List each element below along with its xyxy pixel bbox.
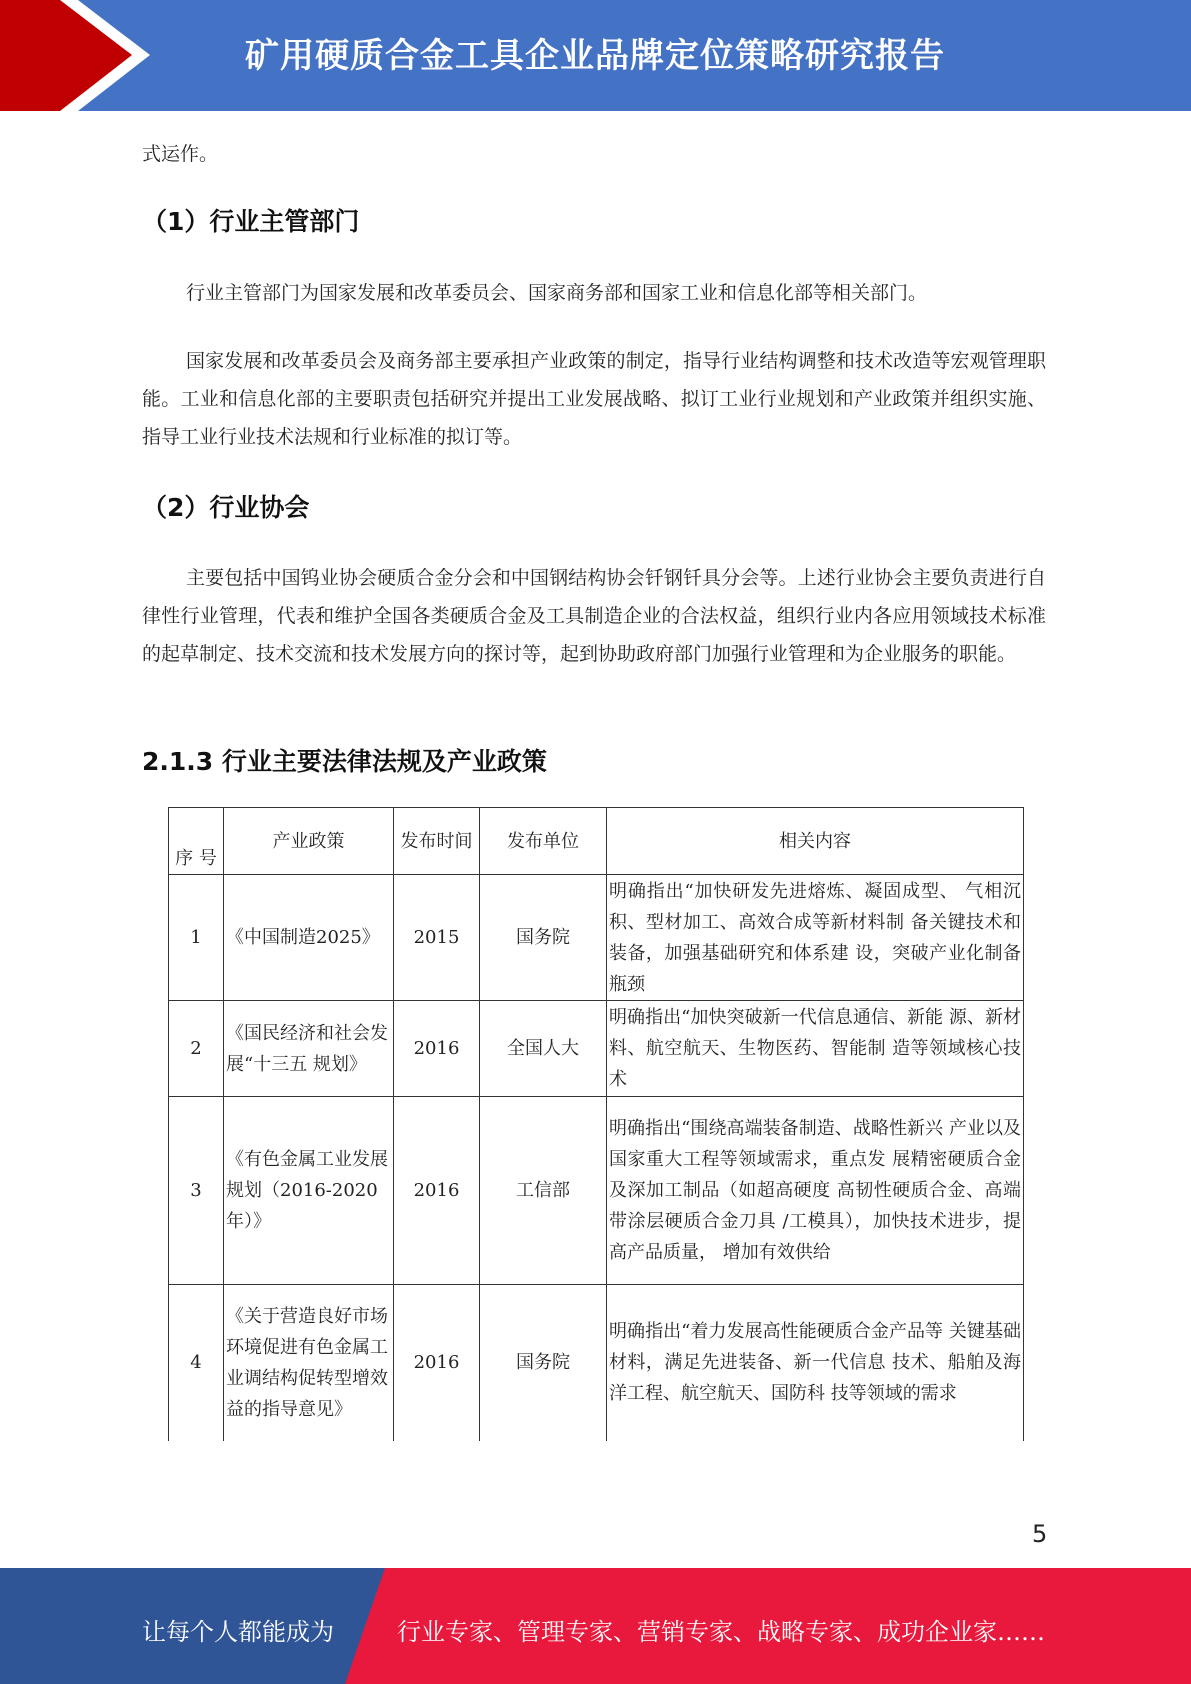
- row-no: 3: [169, 1097, 224, 1285]
- table-row: [169, 1001, 1024, 1097]
- header-content: 相关内容: [607, 808, 1024, 875]
- section-heading-authority: （1）行业主管部门: [142, 207, 360, 236]
- row-issuer: 国务院: [480, 875, 607, 1001]
- row-policy: 《国民经济和社会发展“十三五 规划》: [224, 1001, 394, 1097]
- row-policy: 《有色金属工业发展规划（2016-2020 年）》: [224, 1097, 394, 1285]
- table-row: [169, 1285, 1024, 1441]
- row-issuer: 工信部: [480, 1097, 607, 1285]
- page-footer: [0, 1568, 1191, 1684]
- report-title: 矿用硬质合金工具企业品牌定位策略研究报告: [245, 36, 945, 76]
- page-header: [0, 0, 1191, 111]
- row-year: 2016: [394, 1001, 480, 1097]
- header-no: 序 号: [169, 808, 224, 875]
- row-no: 2: [169, 1001, 224, 1097]
- page-number: 5: [1032, 1520, 1048, 1548]
- section-heading-policies: 2.1.3 行业主要法律法规及产业政策: [142, 747, 547, 776]
- table-row: [169, 1097, 1024, 1285]
- row-policy: 《关于营造良好市场环境促进有色金属工业调结构促转型增效益的指导意见》: [224, 1285, 394, 1441]
- row-issuer: 国务院: [480, 1285, 607, 1441]
- header-issuer: 发布单位: [480, 808, 607, 875]
- row-content: 明确指出“围绕高端装备制造、战略性新兴 产业以及国家重大工程等领域需求，重点发 展精密硬质合金及深加工制品（如超高硬度 高韧性硬质合金、高端带涂层硬质合金刀具 /工模具），加快技术进步，提高产品质量， 增加有效供给: [607, 1097, 1024, 1285]
- policy-table: [168, 807, 1024, 1441]
- paragraph-association-1: 主要包括中国钨业协会硬质合金分会和中国钢结构协会钎钢钎具分会等。上述行业协会主要负责进行自律性行业管理，代表和维护全国各类硬质合金及工具制造企业的合法权益，组织行业内各应用领域技术标准的起草制定、技术交流和技术发展方向的探讨等，起到协助政府部门加强行业管理和为企业服务的职能。: [142, 567, 1046, 665]
- section-heading-association: （2）行业协会: [142, 493, 310, 522]
- row-policy: 《中国制造2025》: [224, 875, 394, 1001]
- header-policy: 产业政策: [224, 808, 394, 875]
- paragraph-authority-2: 国家发展和改革委员会及商务部主要承担产业政策的制定，指导行业结构调整和技术改造等宏观管理职能。工业和信息化部的主要职责包括研究并提出工业发展战略、拟订工业行业规划和产业政策并组织实施、指导工业行业技术法规和行业标准的拟订等。: [142, 350, 1046, 448]
- row-issuer: 全国人大: [480, 1001, 607, 1097]
- row-year: 2016: [394, 1285, 480, 1441]
- row-no: 1: [169, 875, 224, 1001]
- footer-slogan-right: 行业专家、管理专家、营销专家、战略专家、成功企业家……: [397, 1618, 1045, 1646]
- table-row: [169, 875, 1024, 1001]
- footer-slogan-left: 让每个人都能成为: [142, 1618, 334, 1646]
- intro-tail-text: 式运作。: [142, 143, 219, 165]
- paragraph-authority-1: 行业主管部门为国家发展和改革委员会、国家商务部和国家工业和信息化部等相关部门。: [186, 282, 928, 304]
- row-content: 明确指出“加快突破新一代信息通信、新能 源、新材料、航空航天、生物医药、智能制 造等领域核心技术: [607, 1001, 1024, 1097]
- row-content: 明确指出“着力发展高性能硬质合金产品等 关键基础材料，满足先进装备、新一代信息 技术、船舶及海洋工程、航空航天、国防科 技等领域的需求: [607, 1285, 1024, 1441]
- header-year: 发布时间: [394, 808, 480, 875]
- row-year: 2015: [394, 875, 480, 1001]
- row-no: 4: [169, 1285, 224, 1441]
- row-year: 2016: [394, 1097, 480, 1285]
- row-content: 明确指出“加快研发先进熔炼、凝固成型、 气相沉积、型材加工、高效合成等新材料制 备关键技术和装备，加强基础研究和体系建 设，突破产业化制备瓶颈: [607, 875, 1024, 1001]
- table-header-row: [169, 808, 1024, 875]
